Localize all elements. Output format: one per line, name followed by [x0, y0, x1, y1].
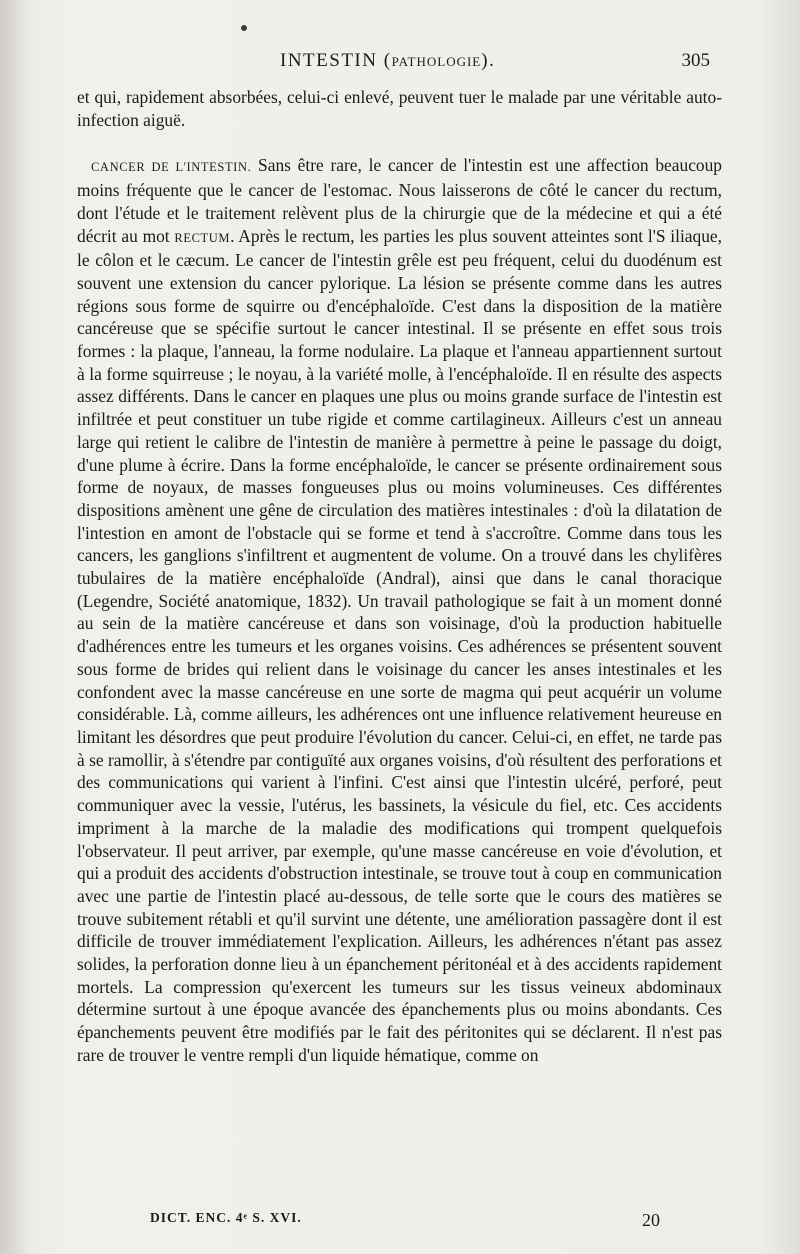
page-header	[80, 50, 710, 76]
page-footer	[150, 1210, 660, 1234]
body-text	[77, 86, 722, 1067]
page-number: 305	[681, 50, 710, 71]
paragraph-intro: et qui, rapidement absorbées, celui-ci enlevé, peuvent tuer le malade par une véritable auto-infection aiguë.	[77, 87, 722, 130]
signature-mark: 20	[642, 1210, 660, 1230]
running-head-subtitle: PATHOLOGIE	[391, 54, 482, 69]
signature-line: DICT. ENC. 4ᵉ S. XVI.	[150, 1210, 302, 1225]
paragraph-text-a: Sans être rare, le cancer de l'intestin est une affection beaucoup moins fréquente que le cancer de l'estomac. Nous laisserons de côté le cancer du rectum, dont l'étude et le traitement relèvent plus de la chirurgie que de la médecine et qui a été décrit au mot	[77, 155, 722, 246]
running-head	[280, 50, 495, 72]
cross-reference: RECTUM	[174, 230, 231, 245]
section-heading: CANCER DE L'INTESTIN.	[91, 160, 252, 175]
ink-speck	[241, 25, 247, 31]
paragraph-text-b: . Après le rectum, les parties les plus souvent atteintes sont l'S iliaque, le côlon et le cæcum. Le cancer de l'intestin grêle est peu fréquent, celui du duodénum est souvent une extension du cancer pylorique. La lésion se présente comme dans les autres régions sous forme de squirre ou d'encéphaloïde. C'est dans la disposition de la matière cancéreuse que se spécifie surtout le cancer intestinal. Il se présente en effet sous trois formes : la plaque, l'anneau, la forme nodulaire. La plaque et l'anneau appartiennent surtout à la forme squirreuse ; le noyau, à la variété molle, à l'encéphaloïde. Il en résulte des aspects assez différents. Dans le cancer en plaques une plus ou moins grande surface de l'intestin est infiltrée et peut constituer un tube rigide et comme cartilagineux. Ailleurs c'est un anneau large qui retient le calibre de l'intestin de manière à permettre à peine le passage du doigt, d'une plume à écrire. Dans la forme encéphaloïde, le cancer se présente ordinairement sous forme de noyaux, de masses fongueuses plus ou moins volumineuses. Ces différentes dispositions amènent une gêne de circulation des matières intestinales : d'où la dilatation de l'intestion en amont de l'obstacle qui se forme et tend à s'accroître. Comme dans tous les cancers, les ganglions s'infiltrent et augmentent de volume. On a trouvé dans les chylifères tubulaires de la matière encéphaloïde (Andral), ainsi que dans le canal thoracique (Legendre, Société anatomique, 1832). Un travail pathologique se fait à un moment donné au sein de la matière cancéreuse et dans son voisinage, d'où la production habituelle d'adhérences entre les tumeurs et les organes voisins. Ces adhérences se présentent souvent sous forme de brides qui relient dans le voisinage du cancer les anses intestinales et les confondent avec la masse cancéreuse en une sorte de magma qui peut acquérir un volume considérable. Là, comme ailleurs, les adhérences ont une influence relativement heureuse en limitant les désordres que peut produire l'évolution du cancer. Celui-ci, en effet, ne tarde pas à se ramollir, à s'étendre par contiguïté aux organes voisins, d'où résultent des perforations et des communications qui varient à l'infini. C'est ainsi que l'intestin ulcéré, perforé, peut communiquer avec la vessie, l'utérus, les bassinets, la vésicule du fiel, etc. Ces accidents impriment à la marche de la maladie des modifications qui trompent quelquefois l'observateur. Il peut arriver, par exemple, qu'une masse cancéreuse en voie d'évolution, et qui a produit des accidents d'obstruction intestinale, se trouve tout à coup en communication avec une partie de l'intestin placé au-dessous, de telle sorte que le cours des matières se trouve subitement rétabli et qu'il survint une détente, une amélioration passagère dont il est difficile de trouver immédiatement l'explication. Ailleurs, les adhérences n'étant pas assez solides, la perforation donne lieu à un épanchement péritonéal et à des accidents rapidement mortels. La compression qu'exercent les tumeurs sur les tissus veineux abdominaux détermine surtout à une époque avancée des épanchements plus ou moins abondants. Ces épanchements peuvent être modifiés par le fait des péritonites qui se déclarent. Il n'est pas rare de trouver le ventre rempli d'un liquide hématique, comme on	[77, 225, 722, 1065]
paragraph-cancer	[77, 154, 722, 1066]
running-head-end: ).	[481, 50, 496, 71]
running-head-main: INTESTIN (	[280, 50, 392, 71]
